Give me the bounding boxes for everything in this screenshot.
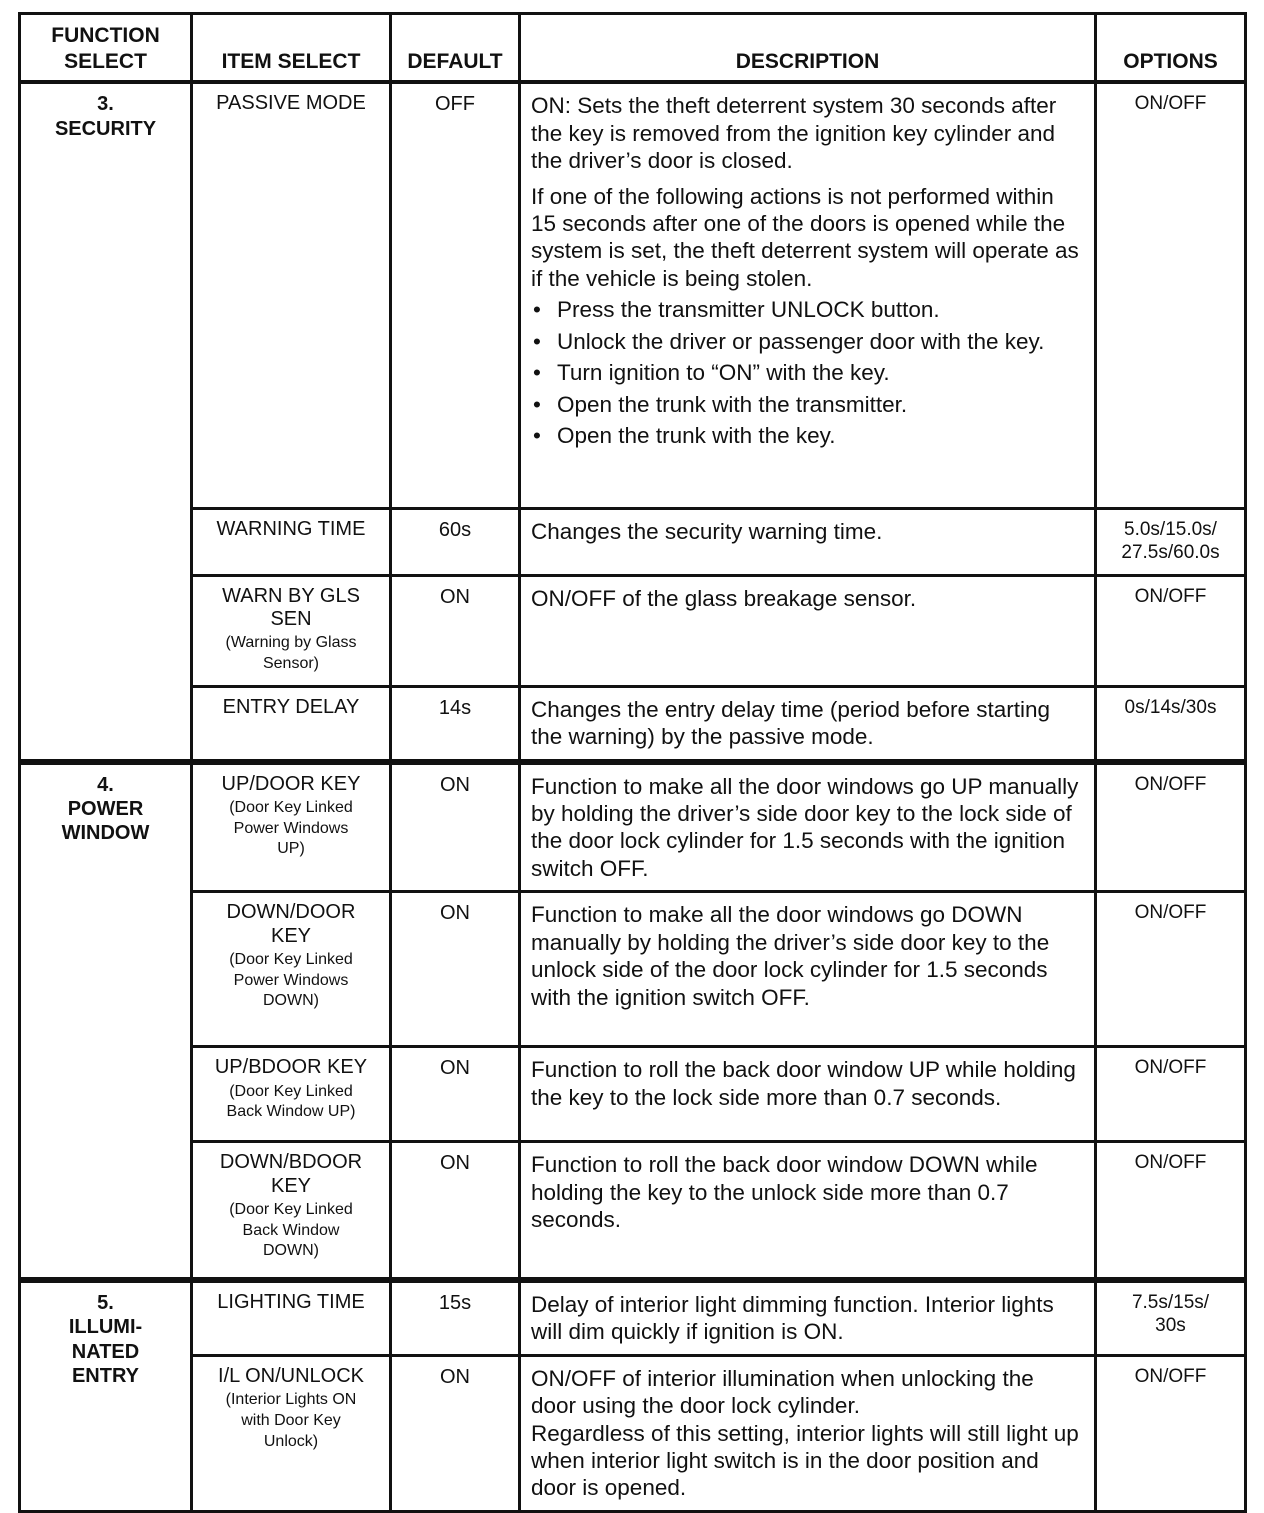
description-down-door-key: Function to make all the door windows go DOWN manually by holding the driver’s side door key to the unlock side of the door lock cylinder for 1.5 seconds with the ignition switch OFF. (520, 892, 1096, 1047)
item-warning-time: WARNING TIME (192, 508, 391, 575)
table-row (20, 1280, 1246, 1355)
table-row (20, 1047, 1246, 1142)
description-passive-mode (520, 82, 1096, 508)
description-up-door-key: Function to make all the door windows go UP manually by holding the driver’s side door key to the lock side of the door lock cylinder for 1.5 seconds with the ignition switch OFF. (520, 762, 1096, 892)
table-row (20, 1355, 1246, 1511)
default-entry-delay: 14s (391, 686, 520, 761)
options-lighting-time: 7.5s/15s/ 30s (1096, 1280, 1246, 1355)
description-il-on-unlock (520, 1355, 1096, 1511)
header-default: DEFAULT (391, 14, 520, 83)
options-warn-by-gls-sen: ON/OFF (1096, 575, 1246, 686)
list-item: • Open the trunk with the key. (533, 423, 836, 449)
action-list (531, 296, 1084, 449)
header-description: DESCRIPTION (520, 14, 1096, 83)
table-row (20, 762, 1246, 892)
bullet-icon: • (533, 423, 541, 449)
options-up-bdoor-key: ON/OFF (1096, 1047, 1246, 1142)
options-down-bdoor-key: ON/OFF (1096, 1142, 1246, 1280)
header-item-select: ITEM SELECT (192, 14, 391, 83)
table-row (20, 575, 1246, 686)
default-warn-by-gls-sen: ON (391, 575, 520, 686)
table-row (20, 82, 1246, 508)
function-power-window: 4. POWER WINDOW (20, 762, 192, 1280)
description-paragraph: Regardless of this setting, interior lights will still light up when interior light switch is in the door position and door is opened. (531, 1420, 1079, 1501)
item-il-on-unlock: I/L ON/UNLOCK (Interior Lights ON with Door Key Unlock) (192, 1355, 391, 1511)
default-down-bdoor-key: ON (391, 1142, 520, 1280)
item-down-door-key: DOWN/DOOR KEY (Door Key Linked Power Windows DOWN) (192, 892, 391, 1047)
description-warning-time: Changes the security warning time. (520, 508, 1096, 575)
customization-table (18, 12, 1247, 1513)
header-options: OPTIONS (1096, 14, 1246, 83)
options-passive-mode: ON/OFF (1096, 82, 1246, 508)
description-paragraph: ON/OFF of interior illumination when unlocking the door using the door lock cylinder. (531, 1365, 1034, 1419)
bullet-icon: • (533, 297, 541, 323)
table-row (20, 892, 1246, 1047)
function-security: 3. SECURITY (20, 82, 192, 761)
description-down-bdoor-key: Function to roll the back door window DOWN while holding the key to the unlock side more than 0.7 seconds. (520, 1142, 1096, 1280)
description-entry-delay: Changes the entry delay time (period before starting the warning) by the passive mode. (520, 686, 1096, 761)
description-warn-by-gls-sen: ON/OFF of the glass breakage sensor. (520, 575, 1096, 686)
table-row (20, 1142, 1246, 1280)
description-lighting-time: Delay of interior light dimming function. Interior lights will dim quickly if ignition is ON. (520, 1280, 1096, 1355)
list-item: • Open the trunk with the transmitter. (533, 391, 908, 417)
options-down-door-key: ON/OFF (1096, 892, 1246, 1047)
item-warn-by-gls-sen: WARN BY GLS SEN (Warning by Glass Sensor) (192, 575, 391, 686)
options-entry-delay: 0s/14s/30s (1096, 686, 1246, 761)
options-il-on-unlock: ON/OFF (1096, 1355, 1246, 1511)
options-warning-time: 5.0s/15.0s/ 27.5s/60.0s (1096, 508, 1246, 575)
list-item: • Unlock the driver or passenger door with the key. (533, 328, 1045, 354)
description-paragraph: If one of the following actions is not performed within 15 seconds after one of the doors is opened while the system is set, the theft deterrent system will operate as if the vehicle is being stolen. (531, 183, 1079, 291)
list-item: • Press the transmitter UNLOCK button. (533, 297, 940, 323)
default-up-door-key: ON (391, 762, 520, 892)
header-function-select: FUNCTION SELECT (20, 14, 192, 83)
item-lighting-time: LIGHTING TIME (192, 1280, 391, 1355)
list-item: • Turn ignition to “ON” with the key. (533, 360, 890, 386)
table-row (20, 508, 1246, 575)
default-il-on-unlock: ON (391, 1355, 520, 1511)
header-row (20, 14, 1246, 83)
function-illuminated-entry: 5. ILLUMI- NATED ENTRY (20, 1280, 192, 1512)
item-passive-mode: PASSIVE MODE (192, 82, 391, 508)
item-down-bdoor-key: DOWN/BDOOR KEY (Door Key Linked Back Window DOWN) (192, 1142, 391, 1280)
default-lighting-time: 15s (391, 1280, 520, 1355)
bullet-icon: • (533, 360, 541, 386)
bullet-icon: • (533, 391, 541, 417)
default-down-door-key: ON (391, 892, 520, 1047)
item-up-door-key: UP/DOOR KEY (Door Key Linked Power Windows UP) (192, 762, 391, 892)
default-passive-mode: OFF (391, 82, 520, 508)
item-up-bdoor-key: UP/BDOOR KEY (Door Key Linked Back Window UP) (192, 1047, 391, 1142)
default-up-bdoor-key: ON (391, 1047, 520, 1142)
default-warning-time: 60s (391, 508, 520, 575)
bullet-icon: • (533, 328, 541, 354)
description-up-bdoor-key: Function to roll the back door window UP while holding the key to the lock side more than 0.7 seconds. (520, 1047, 1096, 1142)
description-paragraph: ON: Sets the theft deterrent system 30 seconds after the key is removed from the ignition key cylinder and the driver’s door is closed. (531, 93, 1057, 174)
options-up-door-key: ON/OFF (1096, 762, 1246, 892)
item-entry-delay: ENTRY DELAY (192, 686, 391, 761)
table-row (20, 686, 1246, 761)
